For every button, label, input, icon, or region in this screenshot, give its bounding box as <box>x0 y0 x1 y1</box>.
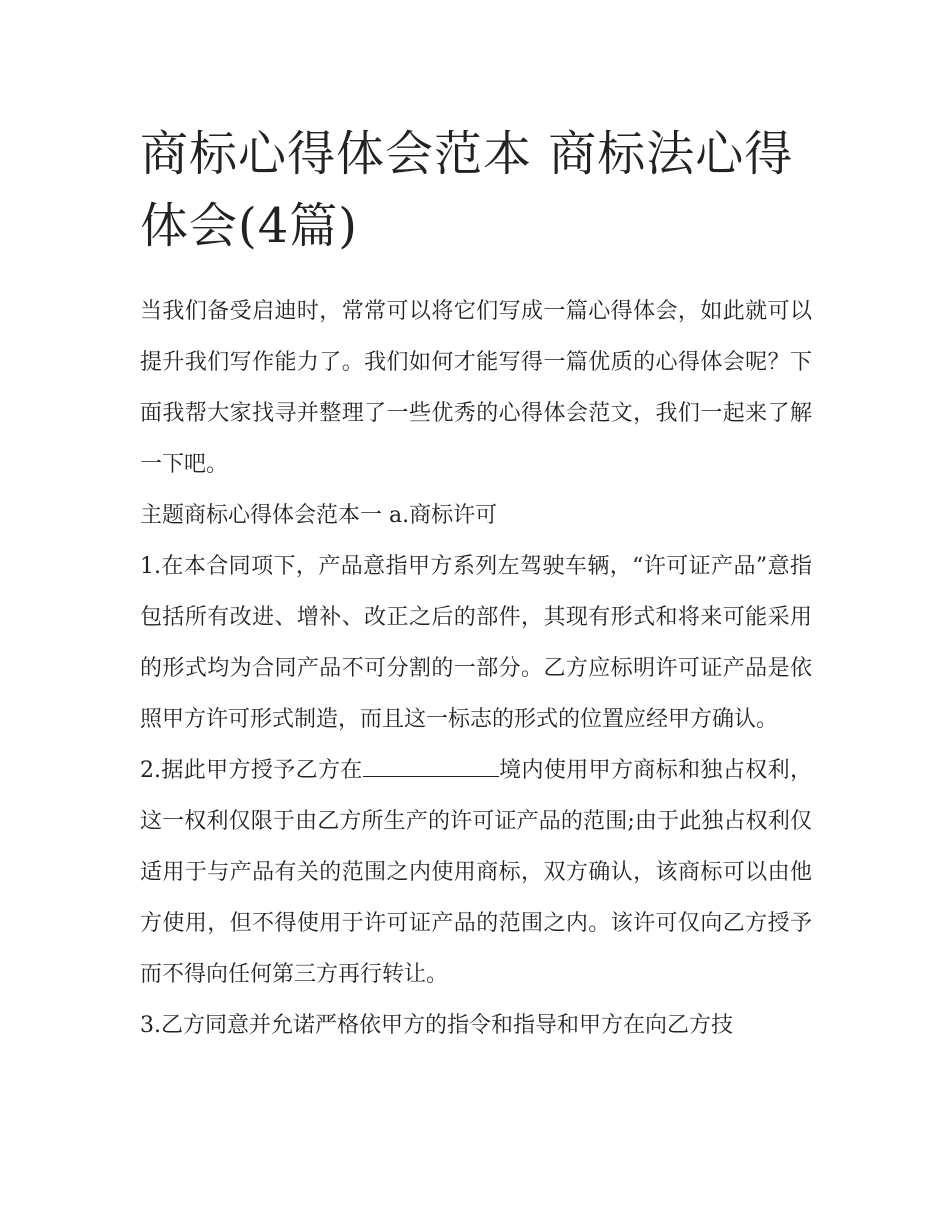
document-page <box>140 118 812 1051</box>
clause-1: 1.在本合同项下，产品意指甲方系列左驾驶车辆，“许可证产品”意指包括所有改进、增补、改正之后的部件，其现有形式和将来可能采用的形式均为合同产品不可分割的一部分。乙方应标明许可证产品是依照甲方许可形式制造，而且这一标志的形式的位置应经甲方确认。 <box>140 554 812 732</box>
section-heading: 主题商标心得体会范本一 a.商标许可 <box>140 503 498 528</box>
document-title: 商标心得体会范本 商标法心得体会(4篇) <box>140 126 794 254</box>
clause-3: 3.乙方同意并允诺严格依甲方的指令和指导和甲方在向乙方技 <box>140 1013 733 1038</box>
clause-2-after-blank: 境内使用甲方商标和独占权利，这一权利仅限于由乙方所生产的许可证产品的范围;由于此独占权利仅适用于与产品有关的范围之内使用商标，双方确认，该商标可以由他方使用，但不得使用于许可证产品的范围之内。该许可仅向乙方授予而不得向任何第三方再行转让。 <box>140 758 812 987</box>
fill-in-blank-line <box>363 754 499 777</box>
clause-2 <box>140 745 812 1000</box>
clause-2-before-blank: 2.据此甲方授予乙方在 <box>140 758 363 783</box>
intro-paragraph: 当我们备受启迪时，常常可以将它们写成一篇心得体会，如此就可以提升我们写作能力了。我们如何才能写得一篇优质的心得体会呢？下面我帮大家找寻并整理了一些优秀的心得体会范文，我们一起来了解一下吧。 <box>140 299 812 477</box>
